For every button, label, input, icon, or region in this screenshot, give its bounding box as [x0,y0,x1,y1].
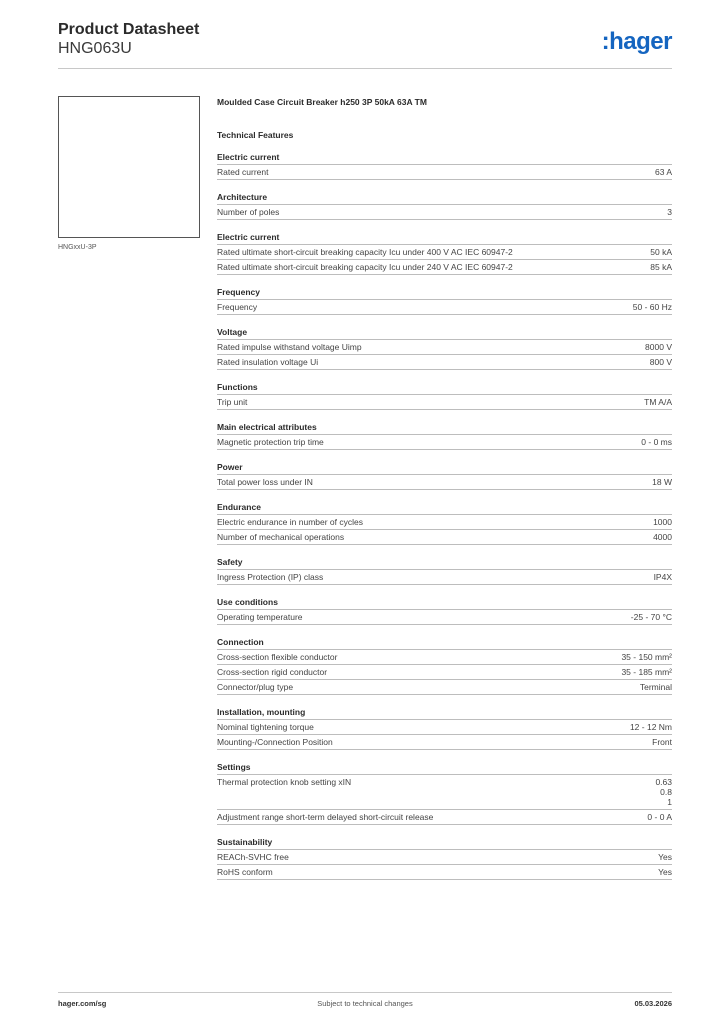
section-title: Sustainability [217,836,672,850]
feature-value: 1000 [653,517,672,527]
feature-row [217,650,672,665]
feature-section [217,636,672,695]
feature-section [217,761,672,825]
feature-row [217,530,672,545]
feature-section [217,596,672,625]
feature-row [217,810,672,825]
feature-row [217,735,672,750]
feature-section [217,191,672,220]
feature-label: Cross-section flexible conductor [217,652,338,662]
section-title: Endurance [217,501,672,515]
product-image-caption: HNGxxU-3P [58,244,97,251]
feature-value: IP4X [653,572,672,582]
technical-features-heading: Technical Features [217,130,294,140]
feature-label: Rated current [217,167,269,177]
feature-section [217,556,672,585]
feature-section [217,461,672,490]
feature-label: Connector/plug type [217,682,294,692]
feature-row [217,680,672,695]
feature-section [217,381,672,410]
footer-note: Subject to technical changes [317,999,413,1008]
feature-section [217,286,672,315]
feature-value: 800 V [649,357,672,367]
footer-divider [58,992,672,993]
feature-label: Number of poles [217,207,280,217]
feature-value: TM A/A [644,397,672,407]
feature-row [217,610,672,625]
feature-row [217,435,672,450]
feature-label: Electric endurance in number of cycles [217,517,363,527]
feature-row [217,665,672,680]
section-title: Architecture [217,191,672,205]
header-divider [58,68,672,69]
feature-label: Cross-section rigid conductor [217,667,328,677]
feature-label: Trip unit [217,397,248,407]
feature-row [217,340,672,355]
feature-label: Total power loss under IN [217,477,313,487]
footer-date: 05.03.2026 [634,999,672,1008]
feature-row [217,355,672,370]
feature-value: Yes [658,867,672,877]
section-title: Frequency [217,286,672,300]
section-title: Electric current [217,231,672,245]
section-title: Functions [217,381,672,395]
feature-value: 0.63 0.8 1 [655,777,672,807]
section-title: Installation, mounting [217,706,672,720]
feature-section [217,326,672,370]
product-name: Moulded Case Circuit Breaker h250 3P 50kA 63A TM [217,97,427,107]
feature-row [217,720,672,735]
feature-label: REACh-SVHC free [217,852,289,862]
feature-label: Number of mechanical operations [217,532,345,542]
feature-value: Terminal [639,682,672,692]
feature-row [217,515,672,530]
feature-label: Rated impulse withstand voltage Uimp [217,342,362,352]
footer-website-link[interactable]: hager.com/sg [58,999,107,1008]
feature-label: Rated ultimate short-circuit breaking capacity Icu under 400 V AC IEC 60947-2 [217,247,513,257]
feature-value: 3 [667,207,672,217]
feature-sections [217,151,672,880]
section-title: Electric current [217,151,672,165]
datasheet-content [217,96,672,891]
feature-value: Front [652,737,672,747]
feature-section [217,231,672,275]
feature-value: -25 - 70 °C [630,612,672,622]
section-title: Safety [217,556,672,570]
feature-label: Operating temperature [217,612,303,622]
feature-section [217,151,672,180]
feature-row [217,300,672,315]
section-title: Power [217,461,672,475]
feature-row [217,245,672,260]
feature-row [217,570,672,585]
feature-value: 85 kA [650,262,672,272]
feature-label: Mounting-/Connection Position [217,737,333,747]
product-code: HNG063U [58,40,132,57]
feature-value: 50 - 60 Hz [632,302,672,312]
feature-label: Frequency [217,302,258,312]
section-title: Use conditions [217,596,672,610]
feature-value: Yes [658,852,672,862]
feature-value: 35 - 150 mm² [621,652,672,662]
feature-value: 35 - 185 mm² [621,667,672,677]
section-title: Settings [217,761,672,775]
section-title: Voltage [217,326,672,340]
feature-label: Nominal tightening torque [217,722,314,732]
feature-value: 50 kA [650,247,672,257]
hager-logo: :hager [601,28,672,55]
feature-value: 0 - 0 ms [641,437,672,447]
feature-section [217,421,672,450]
feature-label: Ingress Protection (IP) class [217,572,324,582]
feature-row [217,475,672,490]
feature-label: Adjustment range short-term delayed short-circuit release [217,812,434,822]
feature-row [217,165,672,180]
feature-label: RoHS conform [217,867,273,877]
feature-label: Magnetic protection trip time [217,437,324,447]
feature-value: 12 - 12 Nm [629,722,672,732]
feature-row [217,775,672,810]
feature-row [217,850,672,865]
feature-label: Thermal protection knob setting xIN [217,777,352,787]
feature-label: Rated ultimate short-circuit breaking capacity Icu under 240 V AC IEC 60947-2 [217,262,513,272]
feature-value: 4000 [653,532,672,542]
feature-value: 63 A [654,167,672,177]
document-title: Product Datasheet [58,21,200,38]
feature-section [217,836,672,880]
feature-section [217,706,672,750]
feature-section [217,501,672,545]
feature-value: 0 - 0 A [647,812,672,822]
feature-row [217,205,672,220]
feature-label: Rated insulation voltage Ui [217,357,319,367]
product-image-placeholder [58,96,200,238]
feature-value: 8000 V [645,342,672,352]
feature-row [217,395,672,410]
feature-value: 18 W [652,477,672,487]
feature-row [217,260,672,275]
section-title: Main electrical attributes [217,421,672,435]
page-header [58,20,199,58]
feature-row [217,865,672,880]
section-title: Connection [217,636,672,650]
